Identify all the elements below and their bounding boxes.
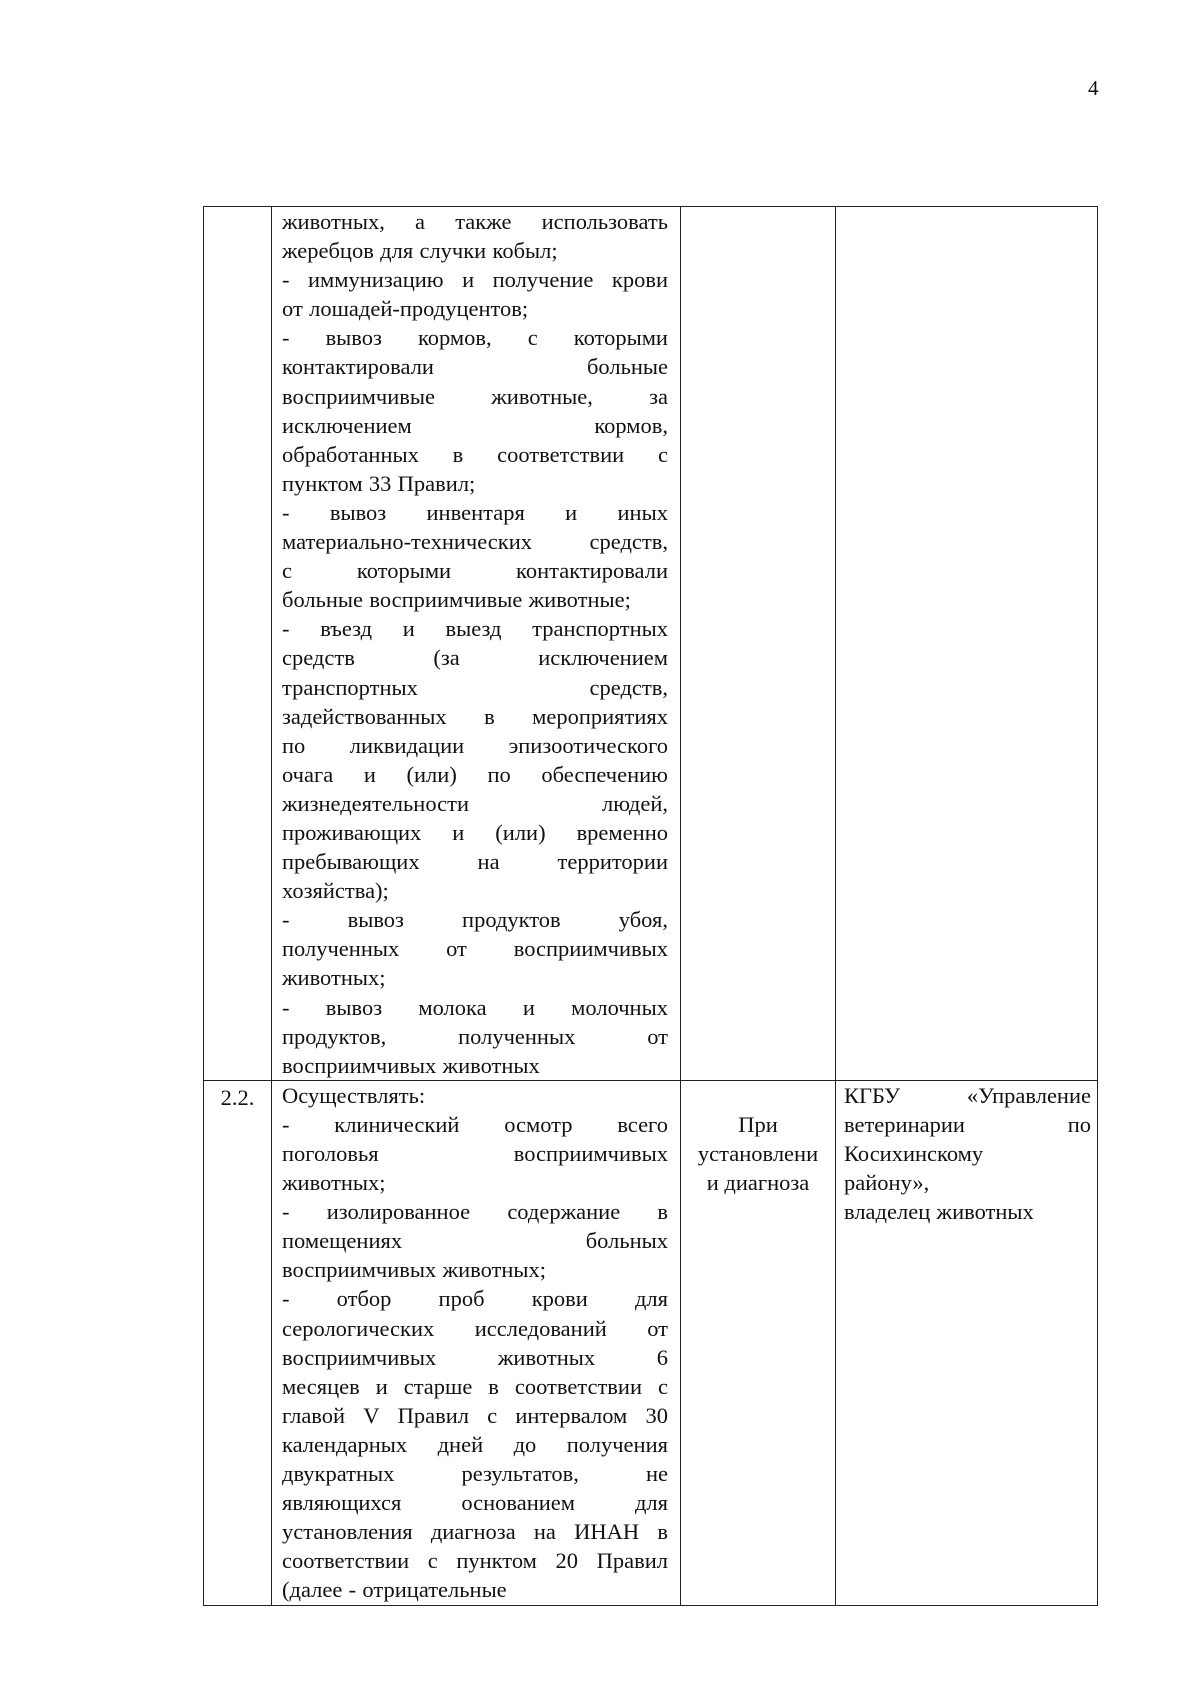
text-line: (далее - отрицательные (282, 1577, 507, 1603)
row-number: 2.2. (220, 1084, 255, 1110)
text-line: животных, а также использовать (282, 209, 668, 234)
text-line: жеребцов для случки кобыл; (282, 238, 558, 264)
measure-content-cell (272, 207, 681, 1081)
text-line: материально-технических средств, (282, 529, 668, 555)
text-line: поголовья восприимчивых (282, 1141, 668, 1166)
text-line: хозяйства); (282, 878, 389, 904)
text-line: месяцев и старше в соответствии с (282, 1373, 668, 1399)
measure-content (272, 1081, 680, 1605)
text-line: и диагноза (706, 1170, 810, 1195)
text-line: животных; (282, 1170, 386, 1196)
text-line: исключением кормов, (282, 412, 668, 438)
text-line: пребывающих на территории (282, 849, 668, 875)
text-line: календарных дней до получения (282, 1431, 668, 1457)
text-line: установлени (697, 1140, 819, 1166)
row-number-cell (204, 1080, 272, 1605)
text-line: - вывоз молока и молочных (282, 994, 668, 1020)
term-cell (681, 1080, 836, 1605)
text-line: двукратных результатов, не (282, 1461, 668, 1487)
text-line: серологических исследований от (282, 1315, 668, 1341)
text-line: транспортных средств, (282, 674, 668, 700)
text-line: главой V Правил с интервалом 30 (282, 1402, 668, 1428)
term-text (681, 1081, 835, 1197)
text-line: пунктом 33 Правил; (282, 470, 476, 496)
term-cell (681, 207, 836, 1081)
text-line: средств (за исключением (282, 645, 668, 671)
measures-table (203, 206, 1098, 1606)
table-row (204, 1080, 1098, 1605)
text-line: больные восприимчивые животные; (282, 587, 631, 613)
text-line: полученных от восприимчивых (282, 936, 668, 962)
table-row (204, 207, 1098, 1081)
text-line: контактировали больные (282, 354, 668, 380)
text-line: задействованных в мероприятиях (282, 703, 668, 729)
text-line: животных; (282, 965, 386, 991)
text-line: Косихинскому (844, 1141, 984, 1166)
text-line: - иммунизацию и получение крови (282, 267, 668, 293)
page-number: 4 (1088, 76, 1099, 100)
row-number-cell (204, 207, 272, 1081)
text-line: восприимчивых животных 6 (282, 1344, 668, 1370)
measure-content (272, 207, 680, 1080)
measure-content-cell (272, 1080, 681, 1605)
text-line: - клинический осмотр всего (282, 1111, 668, 1137)
text-line: проживающих и (или) временно (282, 819, 668, 845)
text-line: - вывоз инвентаря и иных (282, 499, 668, 525)
text-line: району», (844, 1170, 930, 1196)
text-line: восприимчивых животных (282, 1052, 540, 1078)
text-line: владелец животных (844, 1199, 1034, 1225)
text-line: Осуществлять: (282, 1082, 426, 1108)
text-line: являющихся основанием для (282, 1490, 668, 1516)
text-line: - вывоз продуктов убоя, (282, 907, 668, 933)
text-line: При (738, 1111, 778, 1137)
text-line: - отбор проб крови для (282, 1286, 668, 1312)
row-number (204, 207, 271, 209)
text-line: по ликвидации эпизоотического (282, 732, 668, 758)
responsible-cell (836, 1080, 1098, 1605)
text-line: очага и (или) по обеспечению (282, 761, 668, 787)
text-line: ветеринарии по (844, 1111, 1091, 1137)
text-line: восприимчивые животные, за (282, 383, 668, 409)
text-line: - вывоз кормов, с которыми (282, 325, 668, 351)
text-line: обработанных в соответствии с (282, 441, 668, 467)
text-line: с которыми контактировали (282, 558, 668, 584)
text-line: восприимчивых животных; (282, 1257, 547, 1283)
term-text (681, 207, 835, 236)
responsible-cell (836, 207, 1098, 1081)
text-line: от лошадей-продуцентов; (282, 296, 529, 322)
text-line: установления диагноза на ИНАН в (282, 1519, 668, 1545)
text-line: соответствии с пунктом 20 Правил (282, 1548, 668, 1574)
text-line: жизнедеятельности людей, (282, 790, 668, 816)
text-line: продуктов, полученных от (282, 1023, 668, 1049)
text-line: - изолированное содержание в (282, 1199, 668, 1225)
text-line: помещениях больных (282, 1228, 668, 1254)
responsible-text (836, 1081, 1097, 1226)
text-line: КГБУ «Управление (844, 1082, 1091, 1108)
text-line: - въезд и выезд транспортных (282, 616, 668, 642)
